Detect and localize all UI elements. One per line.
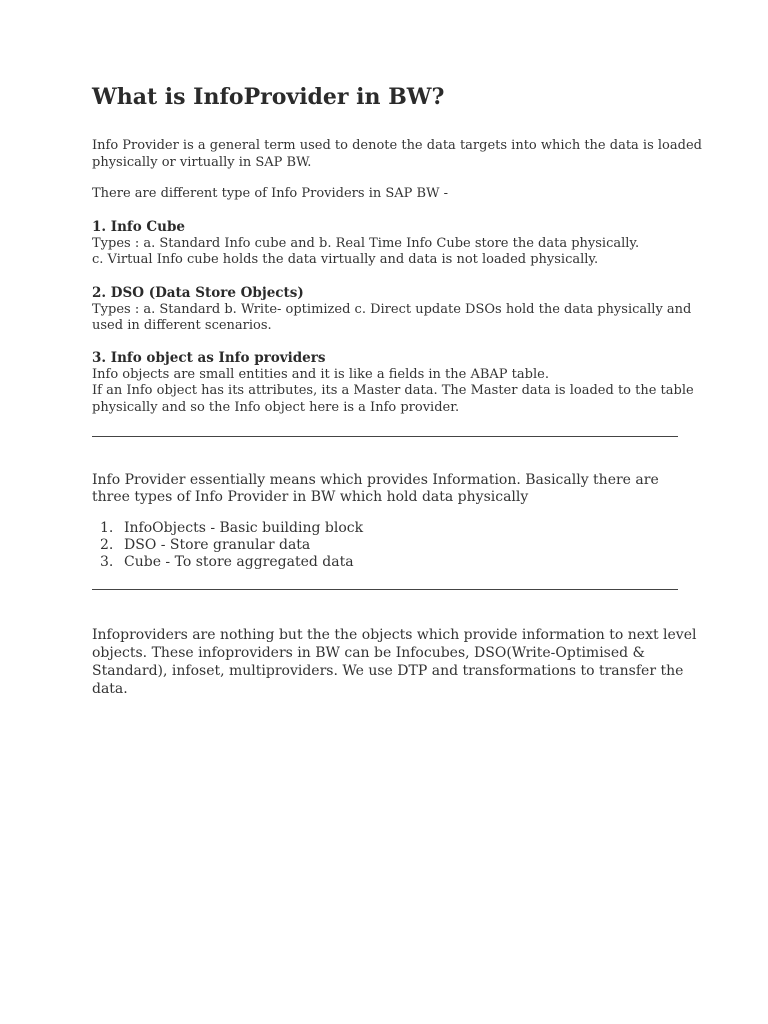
list-item — [92, 554, 363, 571]
list-item-text: DSO - Store granular data — [124, 537, 311, 553]
answer-2-paragraph — [92, 472, 678, 506]
text-line: Info Provider is a general term used to denote the data targets into which the data is loaded — [92, 138, 702, 153]
list-item-text: Cube - To store aggregated data — [124, 554, 354, 570]
text-line: used in different scenarios. — [92, 318, 272, 333]
list-item — [92, 537, 363, 554]
text-line: Info Provider essentially means which provides Information. Basically there are — [92, 472, 659, 488]
types-intro-paragraph — [92, 186, 678, 203]
text-line: Info objects are small entities and it is like a fields in the ABAP table. — [92, 366, 549, 382]
dso-section — [92, 285, 692, 335]
text-line: Types : a. Standard b. Write- optimized c. Direct update DSOs hold the data physically and — [92, 301, 692, 317]
divider — [92, 589, 678, 590]
answer-3-paragraph — [92, 626, 697, 698]
text-line: Standard), infoset, multiproviders. We use DTP and transformations to transfer the — [92, 663, 684, 679]
intro-paragraph — [92, 138, 702, 171]
info-object-section — [92, 350, 694, 416]
text-line: physically and so the Info object here is a Info provider. — [92, 399, 460, 415]
divider — [92, 436, 678, 437]
list-item-text: InfoObjects - Basic building block — [124, 520, 364, 536]
text-line: objects. These infoproviders in BW can be Infocubes, DSO(Write-Optimised & — [92, 645, 646, 661]
section-heading: 2. DSO (Data Store Objects) — [92, 285, 304, 301]
text-line: Types : a. Standard Info cube and b. Real Time Info Cube store the data physically. — [92, 235, 640, 251]
section-heading: 1. Info Cube — [92, 219, 186, 235]
info-cube-section — [92, 219, 678, 269]
list-number: 2. — [100, 537, 114, 553]
list-item — [92, 520, 363, 537]
section-heading: 3. Info object as Info providers — [92, 350, 326, 366]
text-line: There are different type of Info Providers in SAP BW - — [92, 186, 448, 201]
text-line: physically or virtually in SAP BW. — [92, 154, 312, 170]
page-title: What is InfoProvider in BW? — [92, 84, 445, 110]
text-line: data. — [92, 681, 128, 697]
text-line: c. Virtual Info cube holds the data virtually and data is not loaded physically. — [92, 252, 599, 267]
text-line: three types of Info Provider in BW which hold data physically — [92, 489, 529, 505]
text-line: If an Info object has its attributes, its a Master data. The Master data is loaded to the table — [92, 383, 694, 398]
text-line: Infoproviders are nothing but the the objects which provide information to next level — [92, 627, 697, 643]
list-number: 3. — [100, 554, 114, 570]
list-number: 1. — [100, 520, 114, 536]
provider-types-list — [92, 520, 363, 571]
